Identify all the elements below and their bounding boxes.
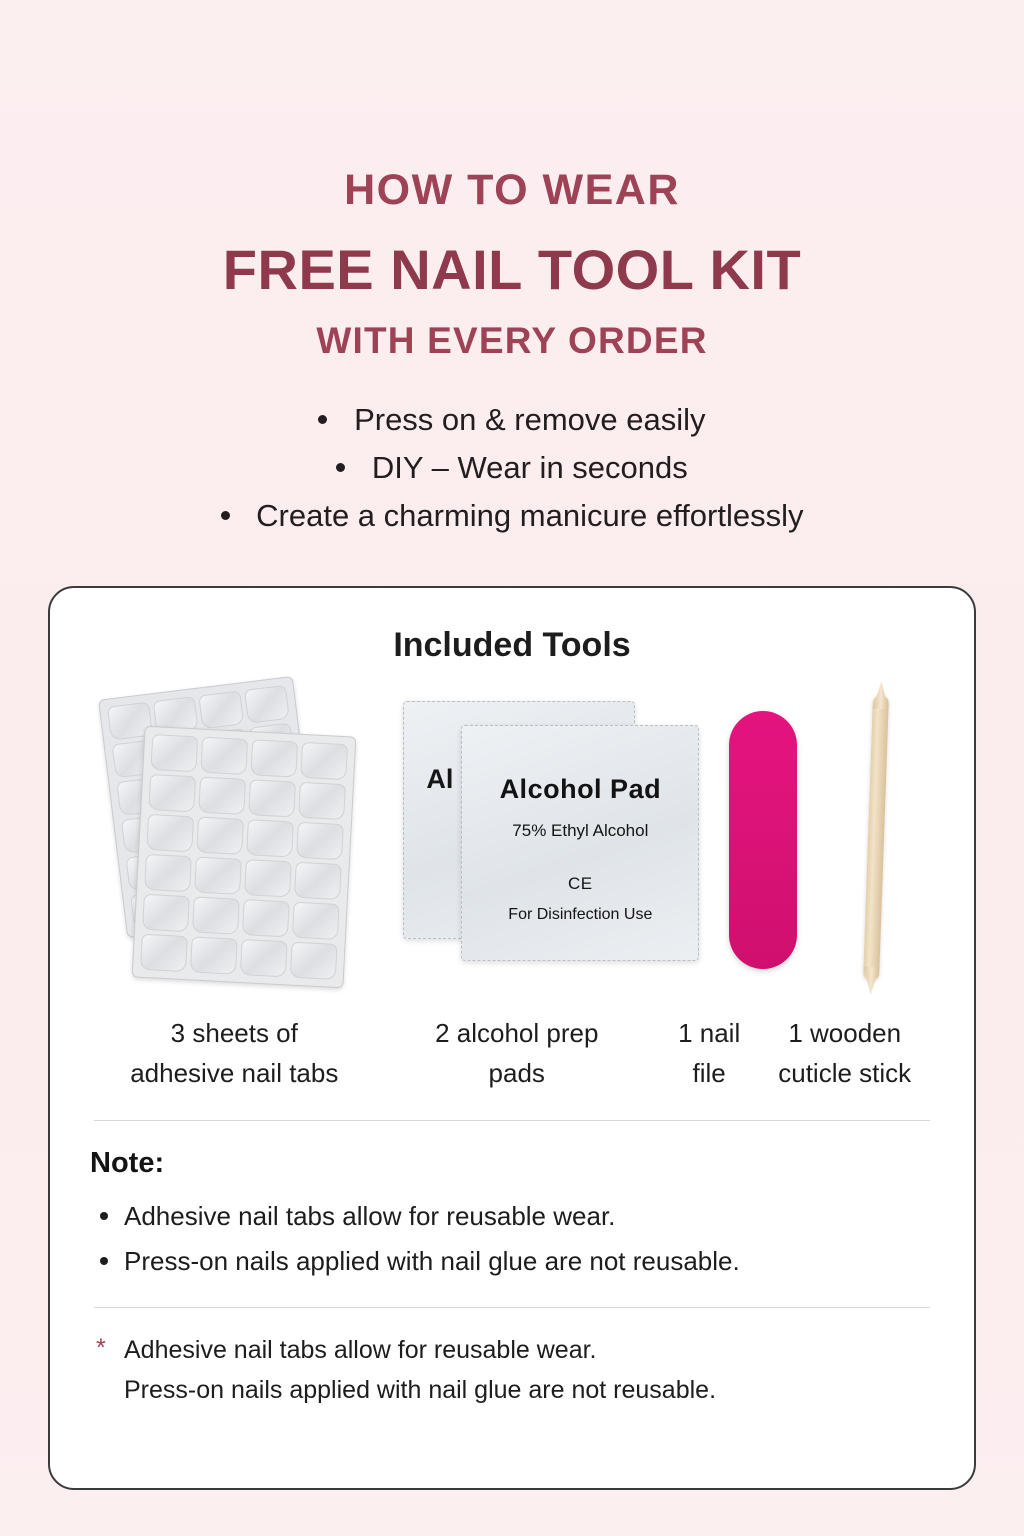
caption-line: 1 nail [678, 1018, 741, 1048]
alcohol-pad-title: Alcohol Pad [499, 774, 662, 804]
note-text: Press-on nails applied with nail glue are not reusable. [124, 1246, 740, 1277]
tool-captions [90, 1013, 934, 1094]
divider [94, 1307, 930, 1308]
asterisk-icon: * [96, 1333, 106, 1362]
ce-mark-icon: CE [568, 874, 593, 893]
list-item [0, 396, 1024, 444]
tool-nail-file [713, 687, 809, 987]
caption-line: adhesive nail tabs [130, 1058, 339, 1089]
bullet-dot-icon [336, 463, 345, 472]
page-subtitle: WITH EVERY ORDER [316, 319, 708, 361]
divider [94, 1120, 930, 1121]
bullet-dot-icon [100, 1212, 108, 1220]
list-item [0, 492, 1024, 540]
included-tools-card [48, 586, 976, 1490]
alcohol-pad-back-title: Al [426, 764, 454, 794]
nail-file-icon [729, 711, 797, 969]
benefit-label: Create a charming manicure effortlessly [256, 498, 804, 534]
page-kicker: HOW TO WEAR [344, 166, 680, 214]
alcohol-pad-subtitle: 75% Ethyl Alcohol [512, 821, 649, 840]
nail-tabs-sheet-front [132, 726, 357, 989]
cuticle-stick-icon [863, 695, 889, 981]
tool-alcohol-prep-pads [401, 687, 701, 987]
caption-nail-file [659, 1013, 759, 1094]
note-list [90, 1194, 934, 1285]
caption-line: 3 sheets of [170, 1018, 298, 1048]
tool-adhesive-nail-tabs [94, 687, 390, 987]
footnote-line: Adhesive nail tabs allow for reusable wear. [124, 1335, 597, 1364]
bullet-dot-icon [318, 415, 327, 424]
bullet-dot-icon [100, 1257, 108, 1265]
caption-line: file [692, 1058, 726, 1089]
tools-row [90, 687, 934, 987]
list-item [0, 444, 1024, 492]
footnote-block [90, 1330, 934, 1410]
benefit-label: DIY – Wear in seconds [371, 449, 688, 485]
caption-line: cuticle stick [778, 1058, 912, 1089]
list-item [90, 1239, 934, 1285]
footnote-line: Press-on nails applied with nail glue are not reusable. [124, 1375, 717, 1404]
bullet-dot-icon [221, 511, 230, 520]
card-title: Included Tools [393, 626, 631, 664]
caption-line: pads [488, 1058, 545, 1089]
benefits-list [0, 396, 1024, 540]
tool-wooden-cuticle-stick [820, 687, 930, 987]
note-heading: Note: [90, 1146, 165, 1179]
header-block [0, 0, 1024, 540]
caption-line: 1 wooden [788, 1018, 902, 1048]
note-text: Adhesive nail tabs allow for reusable wear. [124, 1200, 616, 1231]
alcohol-pad-front [461, 725, 699, 961]
list-item [90, 1194, 934, 1240]
alcohol-pad-usage: For Disinfection Use [508, 906, 653, 923]
caption-line: 2 alcohol prep [435, 1018, 599, 1048]
benefit-label: Press on & remove easily [354, 401, 706, 437]
caption-wooden-cuticle-stick [759, 1013, 930, 1094]
caption-adhesive-nail-tabs [94, 1013, 375, 1094]
caption-alcohol-prep-pads [375, 1013, 659, 1094]
page-title: FREE NAIL TOOL KIT [222, 238, 802, 302]
